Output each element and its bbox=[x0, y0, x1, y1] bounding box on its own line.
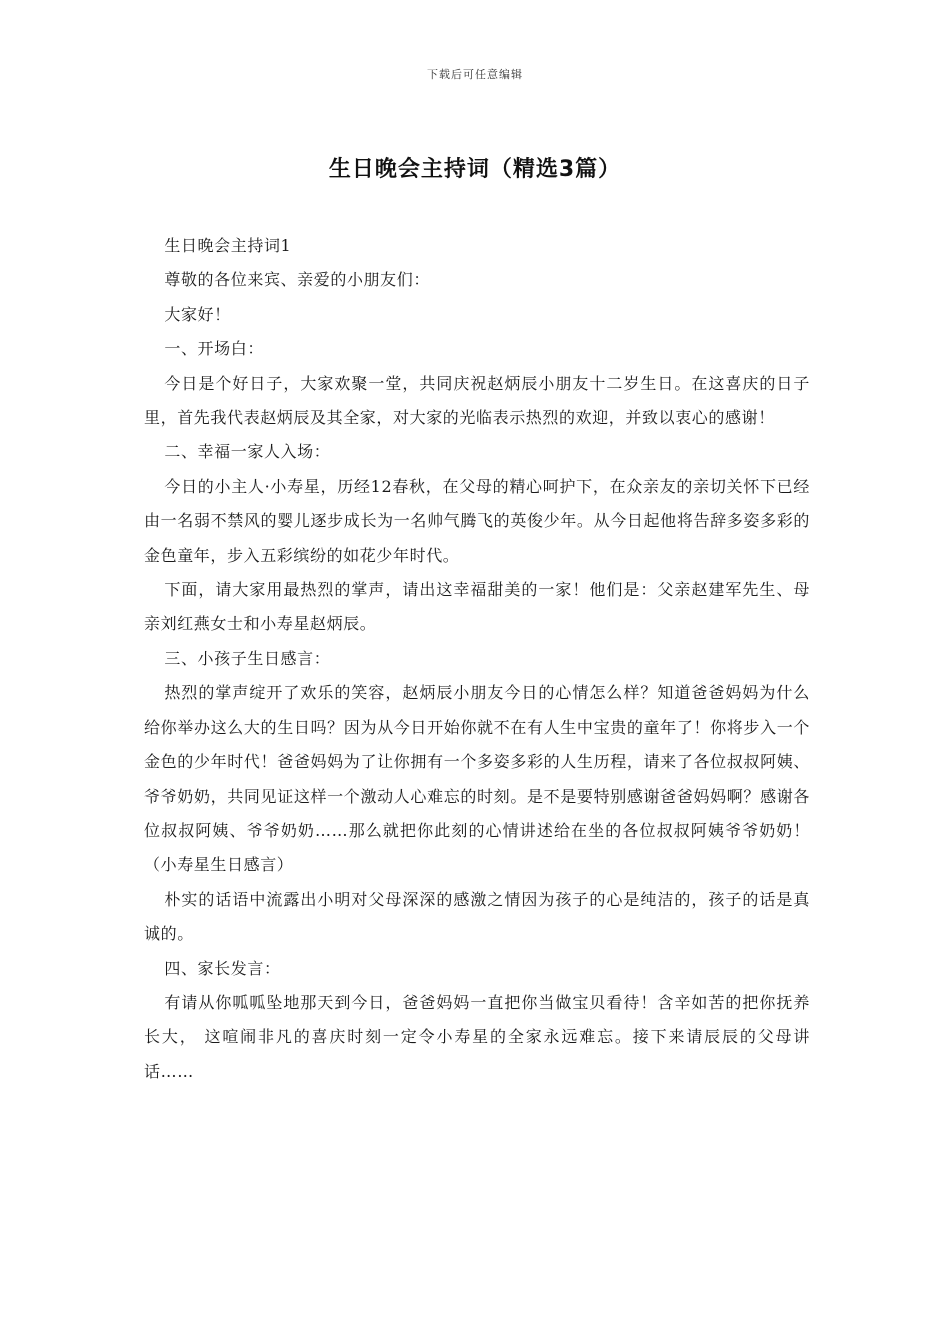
paragraph: 朴实的话语中流露出小明对父母深深的感激之情因为孩子的心是纯洁的，孩子的话是真诚的。 bbox=[144, 889, 810, 944]
paragraph: 热烈的掌声绽开了欢乐的笑容，赵炳辰小朋友今日的心情怎么样？知道爸爸妈妈为什么给你举办这么大的生日吗？因为从今日开始你就不在有人生中宝贵的童年了！你将步入一个金色的少年时代！爸爸妈妈为了让你拥有一个多姿多彩的人生历程，请来了各位叔叔阿姨、爷爷奶奶，共同见证这样一个激动人心难忘的时刻。是不是要特别感谢爸爸妈妈啊？感谢各位叔叔阿姨、爷爷奶奶……那么就把你此刻的心情讲述给在坐的各位叔叔阿姨爷爷奶奶！（小寿星生日感言） bbox=[144, 683, 810, 875]
subheading-family-entrance: 二、幸福一家人入场： bbox=[164, 442, 331, 462]
paragraph: 今日是个好日子，大家欢聚一堂，共同庆祝赵炳辰小朋友十二岁生日。在这喜庆的日子里，首先我代表赵炳辰及其全家，对大家的光临表示热烈的欢迎，并致以衷心的感谢！ bbox=[144, 373, 810, 428]
salutation: 尊敬的各位来宾、亲爱的小朋友们： bbox=[164, 270, 430, 290]
section-heading: 生日晚会主持词1 bbox=[164, 236, 292, 255]
paragraph: 今日的小主人·小寿星，历经12春秋，在父母的精心呵护下，在众亲友的亲切关怀下已经由一名弱不禁风的婴儿逐步成长为一名帅气腾飞的英俊少年。从今日起他将告辞多姿多彩的金色童年，步入五彩缤纷的如花少年时代。 bbox=[144, 476, 810, 565]
document-title: 生日晚会主持词（精选3篇） bbox=[328, 157, 622, 182]
paragraph: 下面，请大家用最热烈的掌声，请出这幸福甜美的一家！他们是：父亲赵建军先生、母亲刘红燕女士和小寿星赵炳辰。 bbox=[144, 580, 810, 634]
header-note: 下载后可任意编辑 bbox=[427, 68, 523, 81]
subheading-opening: 一、开场白： bbox=[164, 339, 264, 359]
document-body bbox=[144, 229, 810, 1089]
greeting: 大家好！ bbox=[164, 304, 231, 324]
subheading-parent-speech: 四、家长发言： bbox=[164, 958, 281, 978]
subheading-child-speech: 三、小孩子生日感言： bbox=[164, 648, 331, 668]
paragraph: 有请从你呱呱坠地那天到今日，爸爸妈妈一直把你当做宝贝看待！含辛如苦的把你抚养长大， 这喧闹非凡的喜庆时刻一定令小寿星的全家永远难忘。接下来请辰辰的父母讲话…… bbox=[144, 992, 810, 1081]
